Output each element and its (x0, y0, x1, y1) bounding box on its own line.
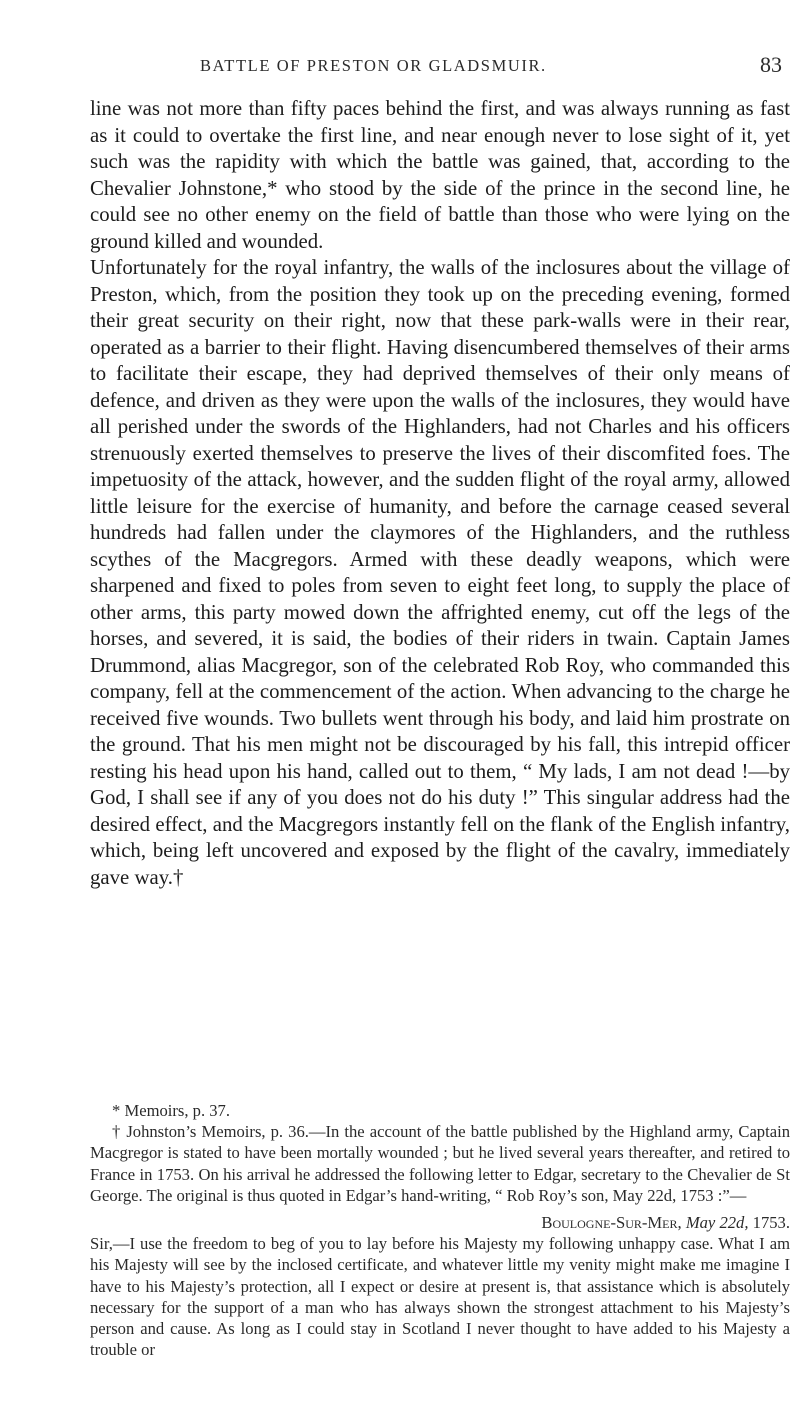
main-text (90, 96, 790, 891)
paragraph: Unfortunately for the royal infantry, the walls of the inclosures about the village of Preston, which, from the position they took up on the preceding evening, formed their great security on their right, now that these park-walls were in their rear, operated as a barrier to their flight. Having disencumbered themselves of their arms to facilitate their escape, they had deprived themselves of their only means of defence, and driven as they were upon the walls of the inclosures, they would have all perished under the swords of the Highlanders, had not Charles and his officers strenuously exerted themselves to preserve the lives of their discomfited foes. The impetuosity of the attack, however, and the sudden flight of the royal army, allowed little leisure for the exercise of humanity, and before the carnage ceased several hundreds had fallen under the claymores of the Highlanders, and the ruthless scythes of the Macgregors. Armed with these deadly weapons, which were sharpened and fixed to poles from seven to eight feet long, to supply the place of other arms, this party mowed down the affrighted enemy, cut off the legs of the horses, and severed, it is said, the bodies of their riders in twain. Captain James Drummond, alias Macgregor, son of the celebrated Rob Roy, who commanded this company, fell at the commencement of the action. When advancing to the charge he received five wounds. Two bullets went through his body, and laid him prostrate on the ground. That his men might not be discouraged by his fall, this intrepid officer resting his head upon his hand, called out to them, “ My lads, I am not dead !—by God, I shall see if any of you does not do his duty !” This singular address had the desired effect, and the Macgregors instantly fell on the flank of the English infantry, which, being left uncovered and exposed by the flight of the cavalry, immediately gave way.† (90, 256, 790, 889)
running-head (90, 52, 796, 86)
footnote: * Memoirs, p. 37. (112, 1101, 230, 1120)
footnote: † Johnston’s Memoirs, p. 36.—In the account of the battle published by the Highland army, Captain Macgregor is stated to have been mortally wounded ; but he lived several years thereafter, and retired to France in 1753. On his arrival he addressed the following letter to Edgar, secretary to the Chevalier de St George. The original is thus quoted in Edgar’s hand-writing, “ Rob Roy’s son, May 22d, 1753 :”— (90, 1122, 790, 1205)
page-number: 83 (760, 52, 782, 77)
letter-text: Sir,—I use the freedom to beg of you to lay before his Majesty my following unhappy case. What I am his Majesty will see by the inclosed certificate, and whatever little my venity might make me imagine I have to his Majesty’s protection, all I expect or desire at present is, that assistance which is absolutely necessary for the support of a man who has always shown the strongest attachment to his Majesty’s person and cause. As long as I could stay in Scotland I never thought to have added to his Majesty a trouble or (90, 1234, 790, 1360)
dateline-place: Boulogne-Sur-Mer, (541, 1213, 682, 1233)
footnotes (90, 1100, 790, 1360)
running-title: BATTLE OF PRESTON OR GLADSMUIR. (200, 56, 547, 75)
paragraph: line was not more than fifty paces behind the first, and was always running as fast as it could to overtake the first line, and near enough never to lose sight of it, yet such was the rapidity with which the battle was gained, that, according to the Chevalier Johnstone,* who stood by the side of the prince in the second line, he could see no other enemy on the field of battle than those who were lying on the ground killed and wounded. (90, 97, 790, 253)
letter-dateline (90, 1212, 790, 1233)
dateline-year: 1753. (752, 1213, 790, 1233)
dateline-date: May 22d, (685, 1213, 749, 1233)
